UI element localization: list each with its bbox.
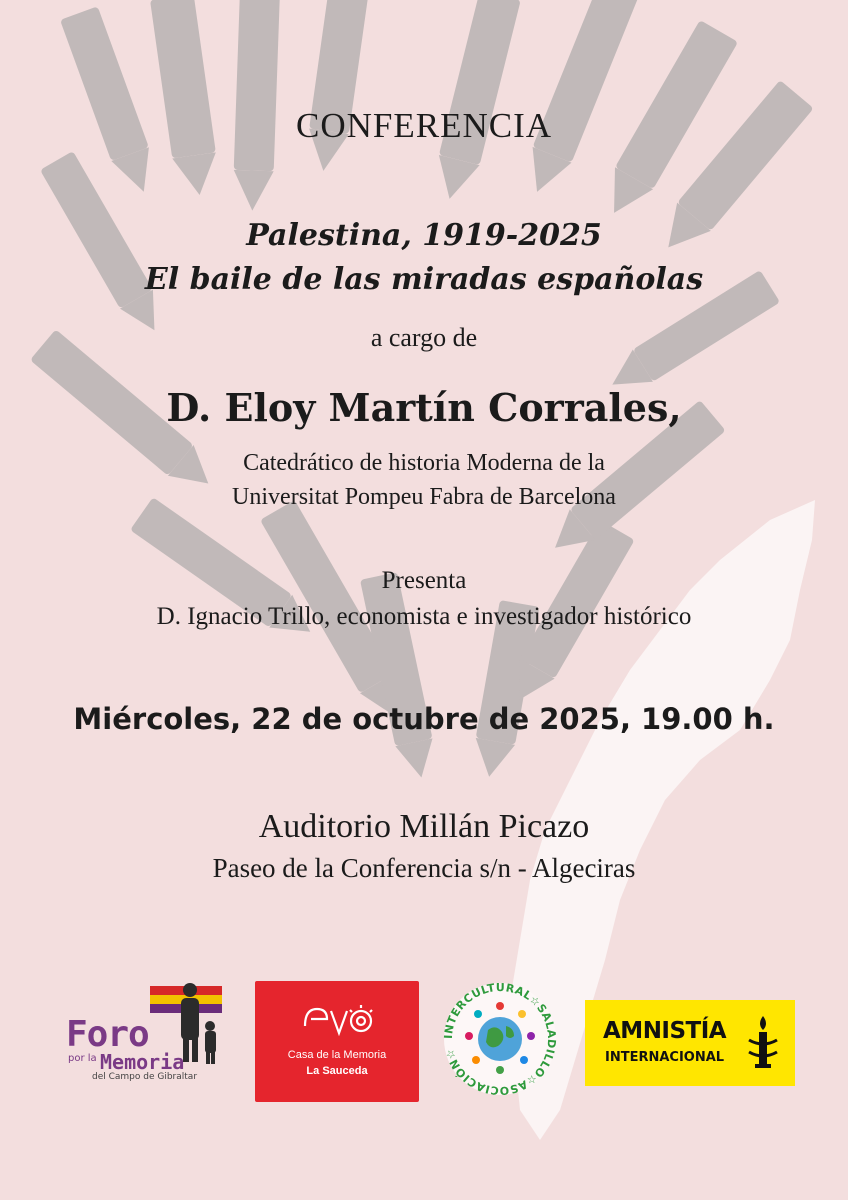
foro-word: Foro — [66, 1014, 149, 1055]
amnistia-logo — [585, 1000, 795, 1086]
amnistia-line-2: INTERNACIONAL — [605, 1050, 725, 1065]
casa-line-1: Casa de la Memoria — [287, 1049, 387, 1061]
speaker-name: D. Eloy Martín Corrales, — [166, 385, 682, 430]
foro-memoria-logo — [62, 978, 232, 1088]
venue-address: Paseo de la Conferencia s/n - Algeciras — [212, 853, 636, 883]
saladillo-globe-icon — [440, 980, 560, 1098]
amnistia-line-1: AMNISTÍA — [603, 1018, 727, 1044]
foro-memoria-word: Memoria — [100, 1050, 185, 1074]
a-cargo-de: a cargo de — [370, 323, 478, 352]
event-datetime: Miércoles, 22 de octubre de 2025, 19.00 h. — [73, 702, 775, 736]
foro-campo-text: del Campo de Gibraltar — [92, 1072, 198, 1082]
speaker-role-line-2: Universitat Pompeu Fabra de Barcelona — [232, 484, 616, 510]
casa-memoria-logo — [255, 981, 419, 1102]
saladillo-ring-text: INTERCULTURAL☆SALADILLO☆ASOCIACIÓN☆ — [441, 980, 559, 1098]
event-type: CONFERENCIA — [295, 106, 553, 145]
saladillo-logo — [440, 980, 560, 1098]
casa-line-2: La Sauceda — [306, 1065, 368, 1077]
casa-memoria-emblem-icon — [255, 981, 419, 1051]
venue-name: Auditorio Millán Picazo — [258, 808, 590, 845]
title-line-1: Palestina, 1919-2025 — [246, 218, 602, 253]
presenter-name: D. Ignacio Trillo, economista e investigador histórico — [156, 603, 692, 630]
presenta-label: Presenta — [381, 567, 467, 594]
candle-icon — [743, 1014, 783, 1074]
foro-por-la: por la — [68, 1053, 97, 1064]
speaker-role-line-1: Catedrático de historia Moderna de la — [243, 450, 605, 476]
title-line-2: El baile de las miradas españolas — [144, 262, 704, 297]
